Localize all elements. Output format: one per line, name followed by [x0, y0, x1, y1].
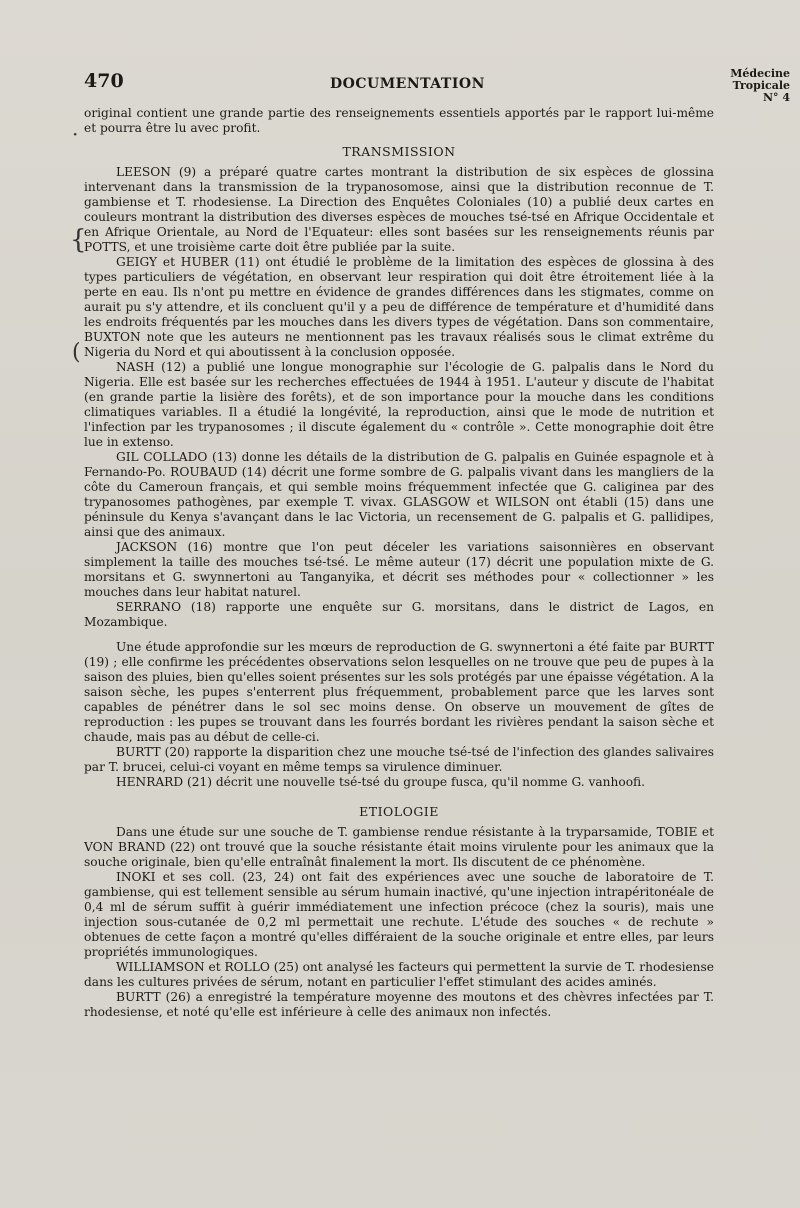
section-heading: TRANSMISSION — [342, 144, 456, 159]
paragraph: HENRARD (21) décrit une nouvelle tsé-tsé du groupe fusca, qu'il nomme G. vanhoofi. — [116, 775, 646, 789]
journal-line: Tropicale — [732, 79, 790, 92]
paragraph: LEESON (9) a préparé quatre cartes montrant la distribution de six espèces de glossina intervenant dans la transmission de la trypanosomose, ainsi que la distribution reconnue de T. gambiense et T. rhodesiense. La Direction des Enquêtes Coloniales (10) a publié deux cartes en couleurs montrant la distribution des diverses espèces de mouches tsé-tsé en Afrique Occidentale et en Afrique Orientale, au Nord de l'Equateur: elles sont basées sur les renseignements réunis par POTTS, et une troisième carte doit être publiée par la suite. — [84, 165, 714, 254]
paragraph: Une étude approfondie sur les mœurs de reproduction de G. swynnertoni a été faite par BURTT (19) ; elle confirme les précédentes observations selon lesquelles on ne trouve que peu de pupes à la saison des pluies, bien qu'elles soient présentes sur les sols protégés par une épaisse végétation. A la saison sèche, les pupes s'enterrent plus fréquemment, probablement parce que les larves sont capables de pénétrer dans le sol sec moins dense. On observe un mouvement de gîtes de reproduction : les pupes se trouvant dans les fourrés bordant les rivières pendant la saison sèche et chaude, mais pas au début de celle-ci. — [84, 640, 714, 744]
paragraph: BURTT (26) a enregistré la température moyenne des moutons et des chèvres infectées par T. rhodesiense, et noté qu'elle est inférieure à celle des animaux non infectés. — [84, 990, 714, 1019]
paragraph: JACKSON (16) montre que l'on peut déceler les variations saisonnières en observant simplement la taille des mouches tsé-tsé. Le même auteur (17) décrit une population mixte de G. morsitans et G. swynnertoni au Tanganyika, et décrit ses méthodes pour « collectionner » les mouches dans leur habitat naturel. — [84, 540, 714, 599]
page-number: 470 — [84, 70, 124, 92]
journal-line: N° 4 — [762, 91, 790, 104]
paragraph: BURTT (20) rapporte la disparition chez une mouche tsé-tsé de l'infection des glandes salivaires par T. brucei, celui-ci voyant en même temps sa virulence diminuer. — [84, 745, 714, 774]
margin-bracket: { — [70, 225, 87, 255]
paragraph: WILLIAMSON et ROLLO (25) ont analysé les facteurs qui permettent la survie de T. rhodesiense dans les cultures privées de sérum, notant en particulier l'effet stimulant des acides aminés. — [84, 960, 714, 989]
margin-bracket: ( — [72, 340, 81, 365]
paragraph: Dans une étude sur une souche de T. gambiense rendue résistante à la tryparsamide, TOBIE et VON BRAND (22) ont trouvé que la souche résistante était moins virulente pour les animaux que la souche originale, bien qu'elle entraînât finalement la mort. Ils discutent de ce phénomène. — [84, 825, 714, 869]
paragraph: GIL COLLADO (13) donne les détails de la distribution de G. palpalis en Guinée espagnole et à Fernando-Po. ROUBAUD (14) décrit une forme sombre de G. palpalis vivant dans les mangliers de la côte du Cameroun français, et qui semble moins fréquemment infectée que G. caliginea par des trypanosomes pathogènes, par exemple T. vivax. GLASGOW et WILSON ont établi (15) dans une péninsule du Kenya s'avançant dans le lac Victoria, un recensement de G. palpalis et G. pallidipes, ainsi que des animaux. — [84, 450, 714, 539]
journal-tag — [730, 68, 790, 104]
paragraph: SERRANO (18) rapporte une enquête sur G. morsitans, dans le district de Lagos, en Mozambique. — [84, 600, 714, 629]
paragraph: NASH (12) a publié une longue monographie sur l'écologie de G. palpalis dans le Nord du Nigeria. Elle est basée sur les recherches effectuées de 1944 à 1951. L'auteur y discute de l'habitat (en grande partie la lisière des forêts), et de son importance pour la mouche dans les conditions climatiques variables. Il a étudié la longévité, la reproduction, ainsi que le mode de nutrition et l'infection par les trypanosomes ; il discute également du « contrôle ». Cette monographie doit être lue in extenso. — [84, 360, 714, 449]
paragraph: INOKI et ses coll. (23, 24) ont fait des expériences avec une souche de laboratoire de T. gambiense, qui est tellement sensible au sérum humain inactivé, qu'une injection intrapéritonéale de 0,4 ml de sérum suffit à guérir immédiatement une infection précoce (chez la souris), mais une injection sous-cutanée de 0,2 ml permettait une rechute. L'étude des souches « de rechute » obtenues de cette façon a montré qu'elles différaient de la souche originale et entre elles, par leurs propriétés immunologiques. — [84, 870, 714, 959]
article-body — [84, 106, 714, 1020]
section-heading: ETIOLOGIE — [359, 804, 439, 819]
paragraph: GEIGY et HUBER (11) ont étudié le problème de la limitation des espèces de glossina à des types particuliers de végétation, en observant leur respiration qui doit être étroitement liée à la perte en eau. Ils n'ont pu mettre en évidence de grandes différences dans les stigmates, comme on aurait pu s'y attendre, et ils concluent qu'il y a peu de différence de température et d'humidité dans les endroits fréquentés par les mouches dans les divers types de végétation. Dans son commentaire, BUXTON note que les auteurs ne mentionnent pas les travaux réalisés sous le climat extrême du Nigeria du Nord et qui aboutissent à la conclusion opposée. — [84, 255, 714, 359]
intro-paragraph: original contient une grande partie des renseignements essentiels apportés par le rapport lui-même et pourra être lu avec profit. — [84, 106, 714, 135]
journal-line: Médecine — [730, 67, 790, 80]
running-title: DOCUMENTATION — [330, 76, 485, 92]
margin-dot: · — [72, 122, 79, 146]
